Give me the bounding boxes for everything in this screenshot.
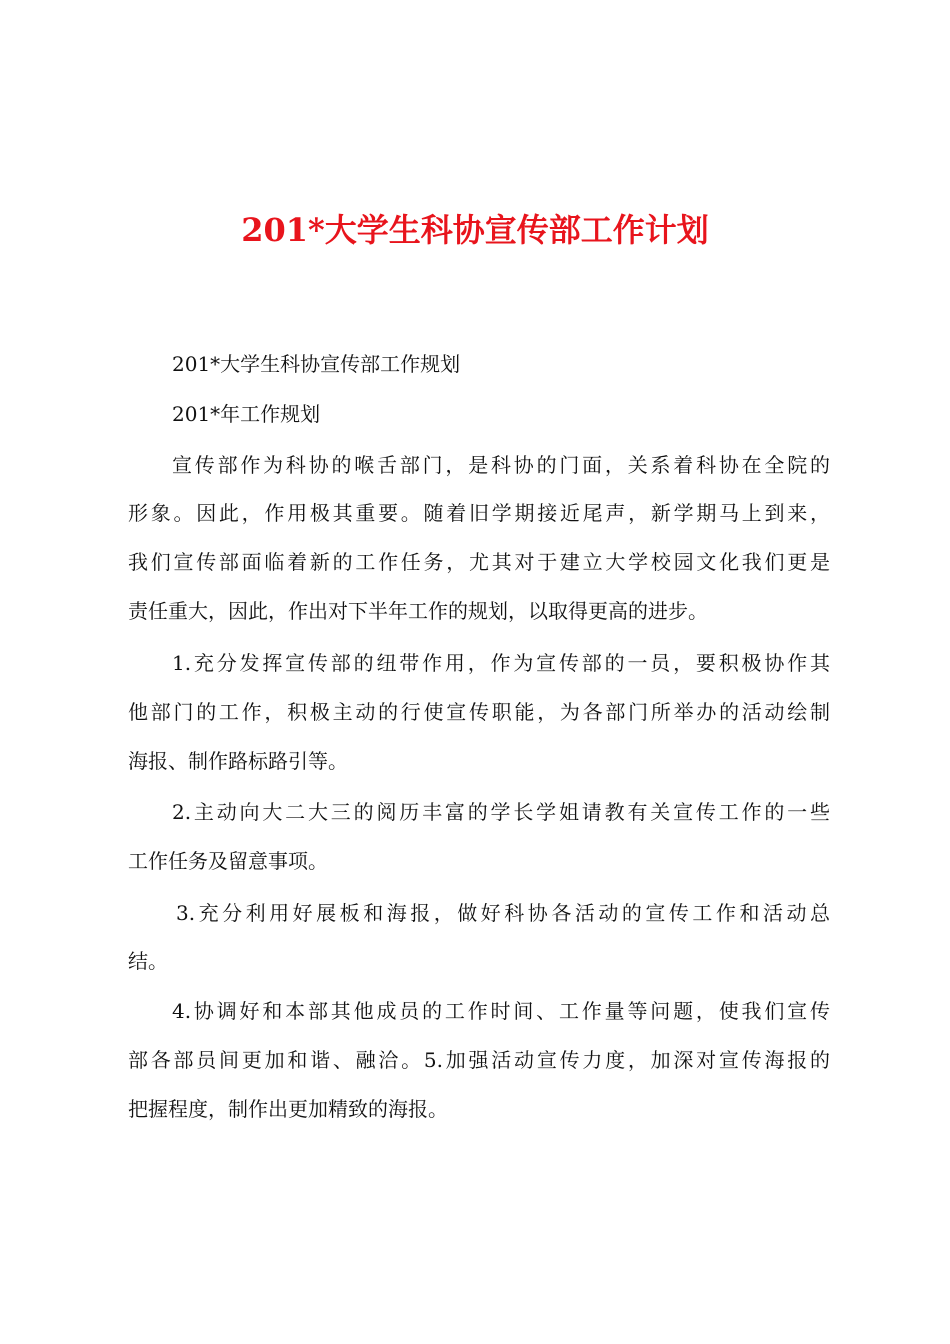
paragraph-line: 形象。因此，作用极其重要。随着旧学期接近尾声，新学期马上到来， bbox=[128, 501, 830, 525]
paragraph-line: 2.主动向大二大三的阅历丰富的学长学姐请教有关宣传工作的一些 bbox=[172, 800, 830, 824]
subtitle-line: 201*大学生科协宣传部工作规划 bbox=[172, 352, 461, 376]
paragraph-line: 把握程度，制作出更加精致的海报。 bbox=[128, 1097, 448, 1121]
paragraph-line: 责任重大，因此，作出对下半年工作的规划，以取得更高的进步。 bbox=[128, 599, 708, 623]
paragraph-line: 部各部员间更加和谐、融洽。5.加强活动宣传力度，加深对宣传海报的 bbox=[128, 1048, 830, 1072]
paragraph-line: 海报、制作路标路引等。 bbox=[128, 749, 348, 773]
paragraph-line: 3.充分利用好展板和海报，做好科协各活动的宣传工作和活动总 bbox=[176, 901, 830, 925]
document-title: 201*大学生科协宣传部工作计划 bbox=[241, 211, 709, 249]
subtitle-line: 201*年工作规划 bbox=[172, 402, 321, 426]
paragraph-line: 我们宣传部面临着新的工作任务，尤其对于建立大学校园文化我们更是 bbox=[128, 550, 830, 574]
paragraph-line: 结。 bbox=[128, 949, 168, 973]
paragraph-line: 宣传部作为科协的喉舌部门，是科协的门面，关系着科协在全院的 bbox=[172, 453, 830, 477]
paragraph-line: 1.充分发挥宣传部的纽带作用，作为宣传部的一员，要积极协作其 bbox=[172, 651, 830, 675]
paragraph-line: 4.协调好和本部其他成员的工作时间、工作量等问题，使我们宣传 bbox=[172, 999, 830, 1023]
paragraph-line: 工作任务及留意事项。 bbox=[128, 849, 328, 873]
paragraph-line: 他部门的工作，积极主动的行使宣传职能，为各部门所举办的活动绘制 bbox=[128, 700, 830, 724]
